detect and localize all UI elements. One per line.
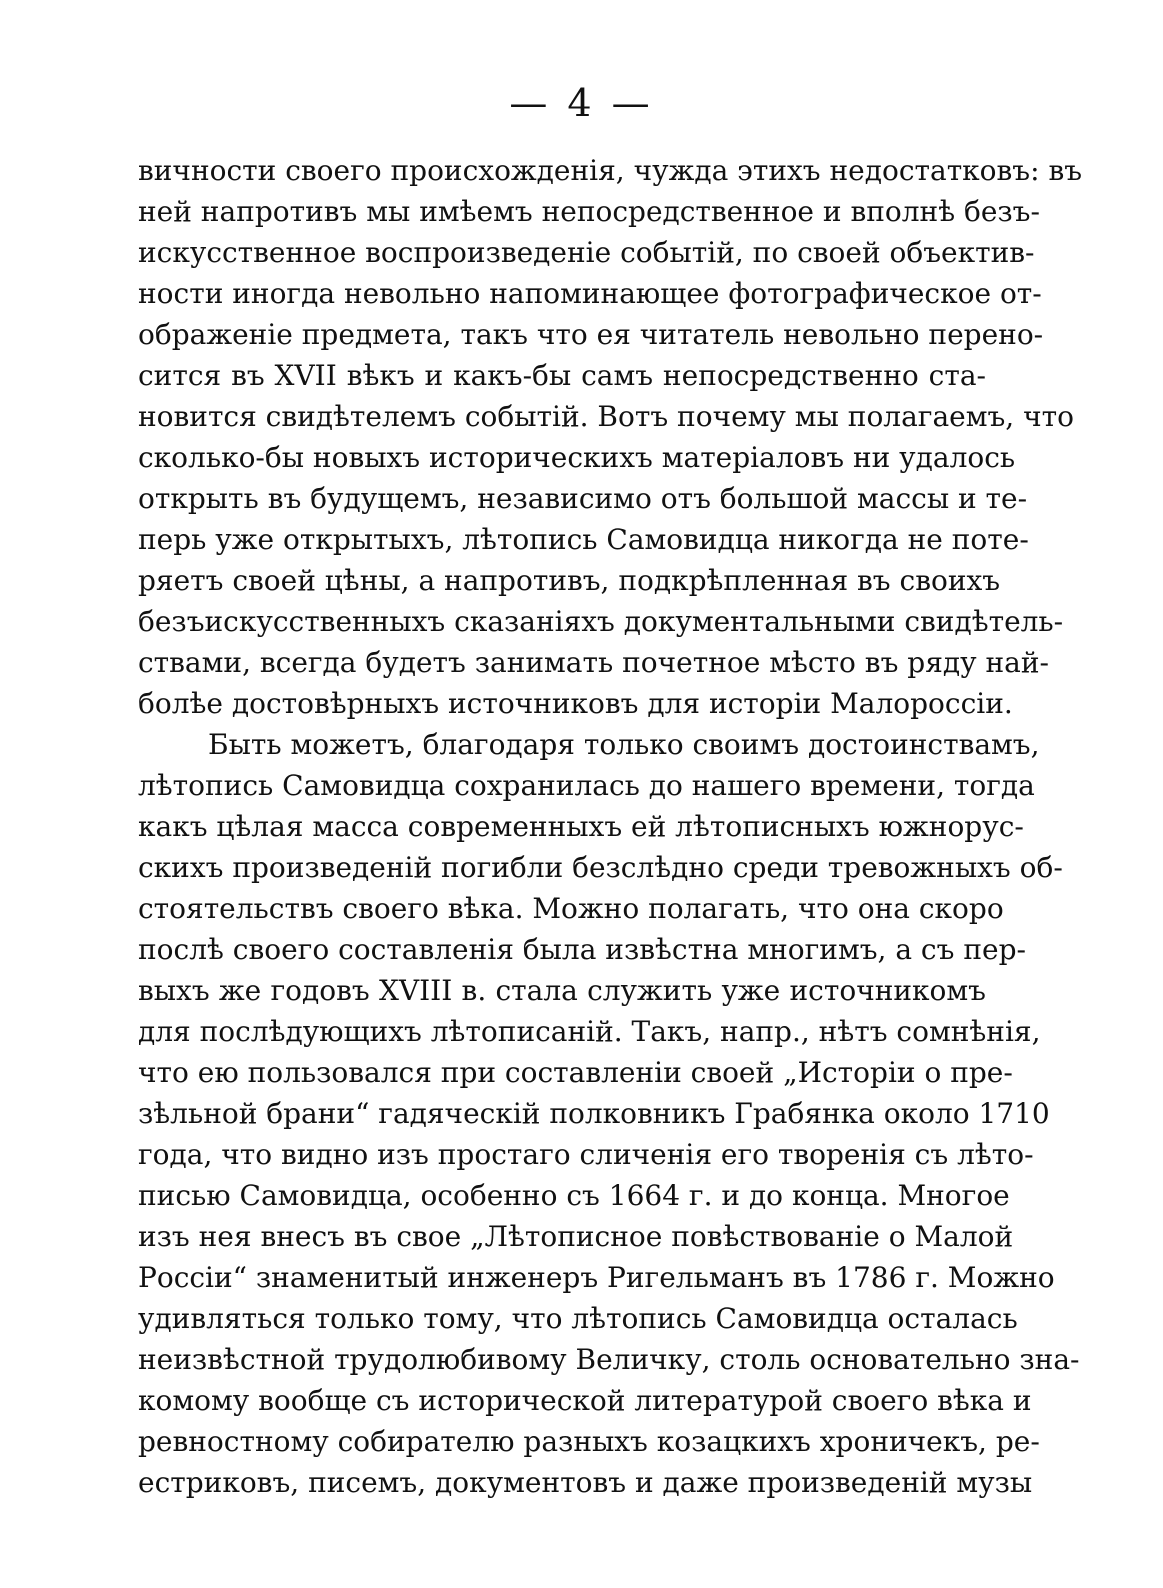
text-line: писью Самовидца, особенно съ 1664 г. и до конца. Многое [138, 1179, 1010, 1212]
text-line: скихъ произведеній погибли безслѣдно среди тревожныхъ об- [138, 851, 1063, 884]
text-line: ности иногда невольно напоминающее фотографическое от- [138, 277, 1042, 310]
body-text [138, 150, 1083, 1503]
text-line: естриковъ, писемъ, документовъ и даже произведеній музы [138, 1466, 1033, 1499]
text-line: ряетъ своей цѣны, а напротивъ, подкрѣпленная въ своихъ [138, 564, 1001, 597]
text-line: удивляться только тому, что лѣтопись Самовидца осталась [138, 1302, 1018, 1335]
text-line: зѣльной брани“ гадяческій полковникъ Грабянка около 1710 [138, 1097, 1050, 1130]
paragraph-1 [138, 150, 1083, 724]
text-line: безъискусственныхъ сказаніяхъ документальными свидѣтель- [138, 605, 1064, 638]
text-line: вичности своего происхожденія, чужда этихъ недостатковъ: въ [138, 154, 1083, 187]
text-line: изъ нея внесъ въ свое „Лѣтописное повѣствованіе о Малой [138, 1220, 1014, 1253]
text-line: какъ цѣлая масса современныхъ ей лѣтописныхъ южнорус- [138, 810, 1024, 843]
text-line: для послѣдующихъ лѣтописаній. Такъ, напр., нѣтъ сомнѣнія, [138, 1015, 1041, 1048]
text-line: перь уже открытыхъ, лѣтопись Самовидца никогда не поте- [138, 523, 1029, 556]
text-line: стоятельствъ своего вѣка. Можно полагать, что она скоро [138, 892, 1004, 925]
text-line: искусственное воспроизведеніе событій, по своей объектив- [138, 236, 1035, 269]
paragraph-2 [138, 724, 1080, 1503]
text-line: болѣе достовѣрныхъ источниковъ для исторіи Малороссіи. [138, 687, 1013, 720]
text-line: сколько-бы новыхъ историческихъ матеріаловъ ни удалось [138, 441, 1016, 474]
text-line: неизвѣстной трудолюбивому Величку, столь основательно зна- [138, 1343, 1080, 1376]
text-line: новится свидѣтелемъ событій. Вотъ почему мы полагаемъ, что [138, 400, 1074, 433]
text-line: Россіи“ знаменитый инженеръ Ригельманъ въ 1786 г. Можно [138, 1261, 1055, 1294]
text-line: ображеніе предмета, такъ что ея читатель невольно перено- [138, 318, 1044, 351]
text-line: года, что видно изъ простаго сличенія его творенія съ лѣто- [138, 1138, 1034, 1171]
text-line: что ею пользовался при составленіи своей „Исторіи о пре- [138, 1056, 1013, 1089]
text-line: послѣ своего составленія была извѣстна многимъ, а съ пер- [138, 933, 1026, 966]
text-line: открыть въ будущемъ, независимо отъ большой массы и те- [138, 482, 1028, 515]
text-line: выхъ же годовъ XVIII в. стала служить уже источникомъ [138, 974, 986, 1007]
text-line: лѣтопись Самовидца сохранилась до нашего времени, тогда [138, 769, 1035, 802]
text-line: комому вообще съ исторической литературой своего вѣка и [138, 1384, 1032, 1417]
page-number: — 4 — [509, 81, 654, 125]
text-line: ствами, всегда будетъ занимать почетное мѣсто въ ряду най- [138, 646, 1049, 679]
text-line: сится въ XVII вѣкъ и какъ-бы самъ непосредственно ста- [138, 359, 986, 392]
text-line: ней напротивъ мы имѣемъ непосредственное и вполнѣ безъ- [138, 195, 1040, 228]
text-line: Быть можетъ, благодаря только своимъ достоинствамъ, [208, 728, 1040, 761]
text-line: ревностному собирателю разныхъ козацкихъ хроничекъ, ре- [138, 1425, 1040, 1458]
